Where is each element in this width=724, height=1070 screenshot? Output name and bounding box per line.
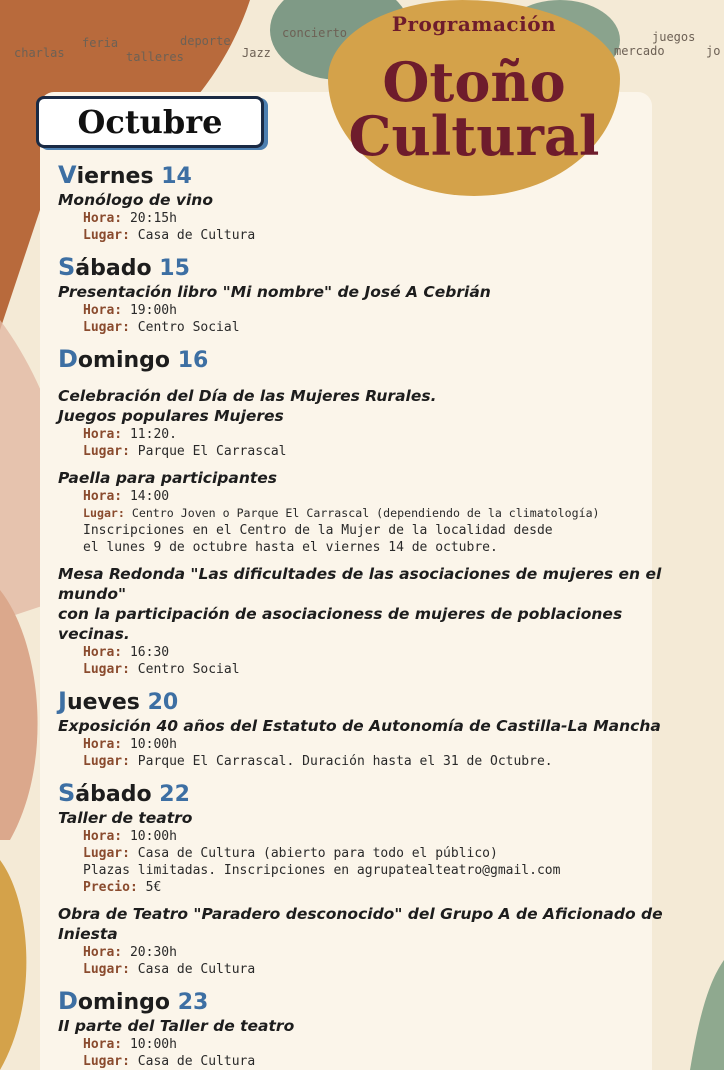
event-detail xyxy=(58,426,678,443)
day-number: 22 xyxy=(159,782,190,807)
detail-label: Lugar: xyxy=(83,228,130,243)
day-number: 15 xyxy=(159,256,190,281)
day-number: 20 xyxy=(147,690,179,715)
spacer xyxy=(58,244,678,252)
title-line-1: Otoño xyxy=(382,50,566,114)
detail-text: 11:20. xyxy=(122,427,177,442)
day-initial: S xyxy=(58,779,76,807)
event-title: con la participación de asociacioness de mujeres de poblaciones vecinas. xyxy=(58,605,623,643)
detail-label: Lugar: xyxy=(83,846,130,861)
spacer xyxy=(58,770,678,778)
event-title: Monólogo de vino xyxy=(58,191,213,209)
detail-label: Precio: xyxy=(83,880,138,895)
day-initial: J xyxy=(58,687,67,715)
day-heading xyxy=(58,160,678,190)
detail-label: Lugar: xyxy=(83,754,130,769)
day-heading xyxy=(58,252,678,282)
event-detail xyxy=(58,522,678,539)
event-detail xyxy=(58,319,678,336)
tag-word: feria xyxy=(82,36,119,50)
event-detail xyxy=(58,862,678,879)
spacer xyxy=(58,978,678,986)
event-detail xyxy=(58,661,678,678)
detail-text: 16:30 xyxy=(122,645,170,660)
spacer xyxy=(58,678,678,686)
event-title: Exposición 40 años del Estatuto de Autonomía de Castilla-La Mancha xyxy=(58,717,661,735)
day-initial: D xyxy=(58,345,78,373)
month-label: Octubre xyxy=(77,103,223,141)
detail-text: Centro Social xyxy=(129,662,240,677)
detail-label: Hora: xyxy=(83,1037,123,1052)
event-title: Celebración del Día de las Mujeres Rurales. xyxy=(58,387,437,405)
detail-text: Casa de Cultura xyxy=(129,228,256,243)
day-heading xyxy=(58,778,678,808)
tag-word: mercado xyxy=(614,44,665,58)
tag-word: charlas xyxy=(14,46,65,60)
detail-text: 10:00h xyxy=(122,829,177,844)
spacer xyxy=(58,556,678,564)
day-number: 23 xyxy=(177,990,209,1015)
detail-label: Lugar: xyxy=(83,506,125,520)
detail-text: Centro Social xyxy=(129,320,240,335)
tag-word: deporte xyxy=(180,34,231,48)
event-detail xyxy=(58,961,678,978)
day-number: 16 xyxy=(177,348,209,373)
day-name: omingo xyxy=(77,990,171,1015)
event-title: Mesa Redonda "Las dificultades de las asociaciones de mujeres en el mundo" xyxy=(58,565,662,603)
detail-text: Casa de Cultura xyxy=(129,1054,256,1069)
detail-text: Inscripciones en el Centro de la Mujer de la localidad desde xyxy=(83,523,553,538)
detail-text: Parque El Carrascal xyxy=(129,444,287,459)
detail-label: Lugar: xyxy=(83,444,130,459)
detail-label: Hora: xyxy=(83,945,123,960)
event-detail xyxy=(58,736,678,753)
event-detail xyxy=(58,845,678,862)
spacer xyxy=(58,374,678,386)
detail-text: 20:30h xyxy=(122,945,177,960)
day-initial: S xyxy=(58,253,76,281)
day-heading xyxy=(58,686,678,716)
event-title: II parte del Taller de teatro xyxy=(58,1017,295,1035)
event-title: Juegos populares Mujeres xyxy=(58,407,284,425)
day-number: 14 xyxy=(161,164,192,189)
spacer xyxy=(58,896,678,904)
event-detail xyxy=(58,227,678,244)
detail-text: 14:00 xyxy=(122,489,170,504)
spacer xyxy=(58,336,678,344)
detail-text: 10:00h xyxy=(122,737,177,752)
tag-word: jo xyxy=(706,44,721,58)
detail-text: Plazas limitadas. Inscripciones en agrupatealteatro@gmail.com xyxy=(83,863,561,878)
event-title: Obra de Teatro "Paradero desconocido" del Grupo A de Aficionado de xyxy=(58,905,663,923)
programacion-label: Programación xyxy=(391,12,557,36)
day-heading xyxy=(58,986,678,1016)
event-detail xyxy=(58,539,678,556)
schedule-list xyxy=(58,160,678,1070)
day-initial: V xyxy=(58,161,77,189)
detail-label: Hora: xyxy=(83,427,123,442)
tag-word: concierto xyxy=(282,26,348,40)
month-banner xyxy=(36,96,264,148)
detail-label: Lugar: xyxy=(83,1054,130,1069)
event-detail xyxy=(58,1036,678,1053)
detail-text: el lunes 9 de octubre hasta el viernes 14 de octubre. xyxy=(83,540,498,555)
detail-text: Casa de Cultura (abierto para todo el público) xyxy=(129,846,498,861)
tag-word: talleres xyxy=(126,50,184,64)
event-detail xyxy=(58,828,678,845)
detail-text: 20:15h xyxy=(122,211,177,226)
detail-label: Hora: xyxy=(83,211,123,226)
event-title: Iniesta xyxy=(58,925,118,943)
title-line-2: Cultural xyxy=(348,104,600,168)
detail-text: 5€ xyxy=(137,880,162,895)
detail-text: 10:00h xyxy=(122,1037,177,1052)
event-detail xyxy=(58,210,678,227)
detail-label: Hora: xyxy=(83,303,123,318)
event-detail xyxy=(58,879,678,896)
event-title: Paella para participantes xyxy=(58,469,278,487)
day-name: iernes xyxy=(76,164,154,189)
event-detail xyxy=(58,505,678,522)
detail-text: Parque El Carrascal. Duración hasta el 31 de Octubre. xyxy=(129,754,553,769)
detail-label: Lugar: xyxy=(83,962,130,977)
tag-word: juegos xyxy=(652,30,696,44)
detail-label: Hora: xyxy=(83,829,123,844)
event-detail xyxy=(58,302,678,319)
day-name: omingo xyxy=(77,348,171,373)
day-name: ueves xyxy=(66,690,140,715)
event-detail xyxy=(58,944,678,961)
event-detail xyxy=(58,753,678,770)
detail-text: 19:00h xyxy=(122,303,177,318)
detail-text: Casa de Cultura xyxy=(129,962,256,977)
detail-label: Lugar: xyxy=(83,662,130,677)
detail-text: Centro Joven o Parque El Carrascal (dependiendo de la climatología) xyxy=(124,506,600,520)
detail-label: Hora: xyxy=(83,489,123,504)
detail-label: Lugar: xyxy=(83,320,130,335)
event-detail xyxy=(58,1053,678,1070)
spacer xyxy=(58,460,678,468)
tag-word: Jazz xyxy=(242,46,271,60)
detail-label: Hora: xyxy=(83,645,123,660)
day-name: ábado xyxy=(75,782,152,807)
event-detail xyxy=(58,488,678,505)
day-heading xyxy=(58,344,678,374)
day-name: ábado xyxy=(75,256,152,281)
event-detail xyxy=(58,644,678,661)
detail-label: Hora: xyxy=(83,737,123,752)
event-title: Presentación libro "Mi nombre" de José A Cebrián xyxy=(58,283,491,301)
day-initial: D xyxy=(58,987,78,1015)
event-detail xyxy=(58,443,678,460)
event-title: Taller de teatro xyxy=(58,809,193,827)
